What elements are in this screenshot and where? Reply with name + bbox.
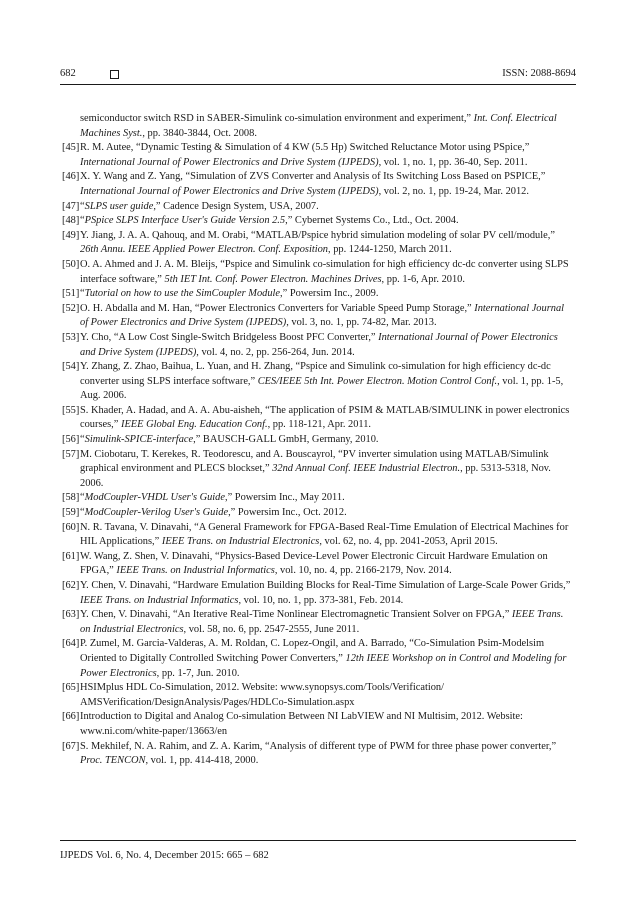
reference-number: [45]	[62, 142, 80, 154]
reference-venue: 26th Annu. IEEE Applied Power Electron. Conf. Exposition	[80, 244, 328, 256]
reference-details: , vol. 10, no. 1, pp. 373-381, Feb. 2014.	[238, 594, 404, 606]
reference-text: N. R. Tavana, V. Dinavahi, “A General Framework for FPGA-Based Real-Time Emulation of Electrical Machines for HIL Applications,”	[80, 521, 569, 548]
reference-number: [58]	[62, 492, 80, 504]
reference-text: S. Mekhilef, N. A. Rahim, and Z. A. Karim, “Analysis of different type of PWM for three phase power converter,”	[80, 740, 557, 752]
reference-number: [52]	[62, 302, 80, 314]
reference-details: , vol. 3, no. 1, pp. 74-82, Mar. 2013.	[286, 317, 437, 329]
reference-item	[62, 506, 574, 521]
reference-number: [67]	[62, 740, 80, 752]
reference-item	[62, 287, 574, 302]
reference-venue: International Journal of Power Electronics and Drive System (IJPEDS)	[80, 185, 379, 197]
reference-item	[62, 681, 574, 710]
footer-rule	[60, 840, 576, 841]
reference-number: [51]	[62, 288, 80, 300]
reference-text: semiconductor switch RSD in SABER-Simulink co-simulation environment and experiment,”	[80, 113, 474, 124]
reference-venue: Int. Conf. Electrical Machines Syst.	[80, 113, 557, 139]
reference-number: [59]	[62, 507, 80, 519]
reference-details: ,” Cadence Design System, USA, 2007.	[153, 200, 319, 212]
reference-number: [62]	[62, 580, 80, 591]
reference-item	[62, 550, 574, 579]
reference-list	[62, 112, 574, 769]
reference-number: [50]	[62, 258, 80, 270]
reference-number: [63]	[62, 609, 80, 621]
reference-item	[62, 170, 574, 199]
reference-text: Y. Jiang, J. A. A. Qahouq, and M. Orabi, “MATLAB/Pspice hybrid simulation modeling of solar PV cell/module,”	[80, 229, 555, 241]
reference-details: , pp. 3840-3844, Oct. 2008.	[142, 127, 257, 139]
reference-details: , vol. 1, no. 1, pp. 36-40, Sep. 2011.	[378, 156, 528, 168]
reference-text: S. Khader, A. Hadad, and A. A. Abu-aisheh, “The application of PSIM & MATLAB/SIMULINK in power electronics courses,”	[80, 404, 570, 431]
page-number: 682	[60, 68, 76, 79]
reference-number: [49]	[62, 229, 80, 241]
reference-venue: PSpice SLPS Interface User's Guide Version 2.5	[84, 215, 286, 227]
reference-text: O. H. Abdalla and M. Han, “Power Electronics Converters for Variable Speed Pump Storage,”	[80, 302, 475, 314]
reference-details: , pp. 1-6, Apr. 2010.	[381, 273, 465, 285]
reference-text: “	[80, 200, 85, 212]
reference-details: ,” BAUSCH-GALL GmbH, Germany, 2010.	[193, 434, 379, 446]
reference-item	[62, 491, 574, 506]
page-header	[60, 60, 576, 82]
reference-number: [57]	[62, 448, 80, 460]
reference-text: “	[80, 288, 85, 300]
reference-venue: SLPS user guide	[84, 200, 154, 212]
reference-item	[62, 360, 574, 404]
reference-text: Y. Chen, V. Dinavahi, “An Iterative Real-Time Nonlinear Electromagnetic Transient Solver on FPGA,”	[80, 609, 512, 621]
reference-item	[62, 214, 574, 229]
reference-venue: IEEE Trans. on Industrial Informatics	[80, 594, 239, 606]
reference-venue: ModCoupler-Verilog User's Guide	[84, 507, 229, 519]
reference-venue: IEEE Global Eng. Education Conf.	[120, 419, 268, 431]
reference-number: [47]	[62, 200, 80, 212]
reference-text: “	[80, 492, 85, 504]
square-icon	[110, 70, 119, 79]
reference-details: , vol. 4, no. 2, pp. 256-264, Jun. 2014.	[196, 346, 355, 358]
reference-item	[62, 112, 574, 141]
reference-number: [61]	[62, 550, 80, 562]
reference-item	[62, 710, 574, 739]
reference-details: ,” Powersim Inc., May 2011.	[225, 492, 345, 504]
reference-text: W. Wang, Z. Shen, V. Dinavahi, “Physics-Based Device-Level Power Electronic Circuit Hardware Emulation on FPGA,”	[80, 550, 548, 577]
reference-item	[62, 258, 574, 287]
reference-number: [48]	[62, 215, 80, 227]
reference-details: , pp. 118-121, Apr. 2011.	[267, 419, 372, 431]
reference-number: [53]	[62, 331, 80, 343]
reference-item	[62, 200, 574, 215]
reference-number: [56]	[62, 434, 80, 446]
reference-text: O. A. Ahmed and J. A. M. Bleijs, “Pspice and Simulink co-simulation for high efficiency dc-dc converter using SLPS interface software,”	[80, 258, 569, 285]
reference-text: “	[80, 434, 85, 446]
reference-text: X. Y. Wang and Z. Yang, “Simulation of ZVS Converter and Analysis of Its Switching Loss Based on PSPICE,”	[80, 171, 546, 183]
reference-item	[62, 637, 574, 681]
reference-text: “	[80, 215, 85, 227]
reference-number: [60]	[62, 521, 80, 533]
reference-details: , pp. 5313-5318, Nov. 2006.	[80, 463, 551, 489]
reference-number: [54]	[62, 361, 80, 373]
reference-item	[62, 404, 574, 433]
reference-details: , vol. 58, no. 6, pp. 2547-2555, June 2011.	[183, 623, 360, 635]
reference-text: Y. Zhang, Z. Zhao, Baihua, L. Yuan, and H. Zhang, “Pspice and Simulink co-simulation for high efficiency dc-dc converter using SLPS interface software,”	[80, 361, 551, 387]
reference-text: Y. Chen, V. Dinavahi, “Hardware Emulation Building Blocks for Real-Time Simulation of Large-Scale Power Grids,”	[80, 580, 571, 591]
reference-number: [64]	[62, 638, 80, 650]
reference-venue: CES/IEEE 5th Int. Power Electron. Motion Control Conf.	[257, 375, 498, 387]
reference-details: , vol. 1, pp. 414-418, 2000.	[145, 755, 259, 767]
reference-venue: Tutorial on how to use the SimCoupler Module	[84, 288, 281, 300]
issn-label: ISSN: 2088-8694	[502, 68, 576, 79]
reference-item	[62, 229, 574, 258]
reference-details: , vol. 1, pp. 1-5, Aug. 2006.	[80, 375, 564, 402]
reference-venue: International Journal of Power Electronics and Drive System (IJPEDS)	[80, 331, 558, 358]
reference-venue: IEEE Trans. on Industrial Informatics	[116, 565, 275, 577]
reference-text: R. M. Autee, “Dynamic Testing & Simulation of 4 KW (5.5 Hp) Switched Reluctance Motor using PSpice,”	[80, 142, 530, 154]
reference-number: [66]	[62, 711, 80, 723]
reference-item	[62, 740, 574, 769]
reference-details: ,” Powersim Inc., Oct. 2012.	[228, 507, 347, 519]
page-footer: IJPEDS Vol. 6, No. 4, December 2015: 665 – 682	[60, 850, 269, 861]
reference-venue: IEEE Trans. on Industrial Electronics	[80, 609, 564, 635]
reference-venue: International Journal of Power Electronics and Drive System (IJPEDS)	[80, 302, 565, 329]
reference-details: , pp. 1-7, Jun. 2010.	[156, 667, 240, 679]
reference-number: [55]	[62, 404, 80, 416]
reference-text: M. Ciobotaru, T. Kerekes, R. Teodorescu, and A. Bouscayrol, “PV inverter simulation using MATLAB/Simulink graphical environment and PLECS blockset,”	[80, 448, 549, 475]
reference-item	[62, 608, 574, 637]
reference-venue: 12th IEEE Workshop on in Control and Modeling for Power Electronics	[80, 652, 567, 679]
reference-item	[62, 331, 574, 360]
reference-text: Introduction to Digital and Analog Co-simulation Between NI LabVIEW and NI Multisim, 2012. Website: www.ni.com/white-paper/13663/en	[80, 711, 523, 737]
reference-item	[62, 579, 574, 608]
reference-venue: Simulink-SPICE-interface	[84, 434, 194, 446]
reference-venue: ModCoupler-VHDL User's Guide	[84, 492, 225, 504]
reference-details: , vol. 2, no. 1, pp. 19-24, Mar. 2012.	[378, 185, 529, 197]
reference-details: ,” Powersim Inc., 2009.	[280, 288, 379, 300]
reference-text: Y. Cho, “A Low Cost Single-Switch Bridgeless Boost PFC Converter,”	[80, 331, 379, 343]
reference-item	[62, 448, 574, 492]
reference-venue: 5th IET Int. Conf. Power Electron. Machines Drives	[164, 273, 382, 285]
reference-number: [65]	[62, 682, 80, 694]
reference-venue: International Journal of Power Electronics and Drive System (IJPEDS)	[80, 156, 379, 168]
reference-details: , pp. 1244-1250, March 2011.	[328, 244, 452, 256]
reference-details: ,” Cybernet Systems Co., Ltd., Oct. 2004.	[285, 215, 459, 227]
reference-number: [46]	[62, 171, 80, 183]
reference-text: HSIMplus HDL Co-Simulation, 2012. Website: www.synopsys.com/Tools/Verification/ AMSVerification/DesignAnalysis/Pages/HDLCo-Simulation.aspx	[80, 682, 445, 708]
reference-text: P. Zumel, M. Garcia-Valderas, A. M. Roldan, C. Lopez-Ongil, and A. Barrado, “Co-Simulation Psim-Modelsim Oriented to Digitally Controlled Switching Power Converters,”	[80, 638, 545, 664]
reference-venue: IEEE Trans. on Industrial Electronics	[161, 536, 320, 548]
reference-item	[62, 141, 574, 170]
reference-venue: 32nd Annual Conf. IEEE Industrial Electron.	[272, 463, 461, 475]
header-rule	[60, 84, 576, 85]
reference-item	[62, 433, 574, 448]
reference-details: , vol. 62, no. 4, pp. 2041-2053, April 2015.	[319, 536, 498, 548]
reference-venue: Proc. TENCON	[80, 755, 146, 767]
reference-item	[62, 521, 574, 550]
reference-item	[62, 302, 574, 331]
reference-text: “	[80, 507, 85, 519]
reference-details: , vol. 10, no. 4, pp. 2166-2179, Nov. 2014.	[274, 565, 452, 577]
